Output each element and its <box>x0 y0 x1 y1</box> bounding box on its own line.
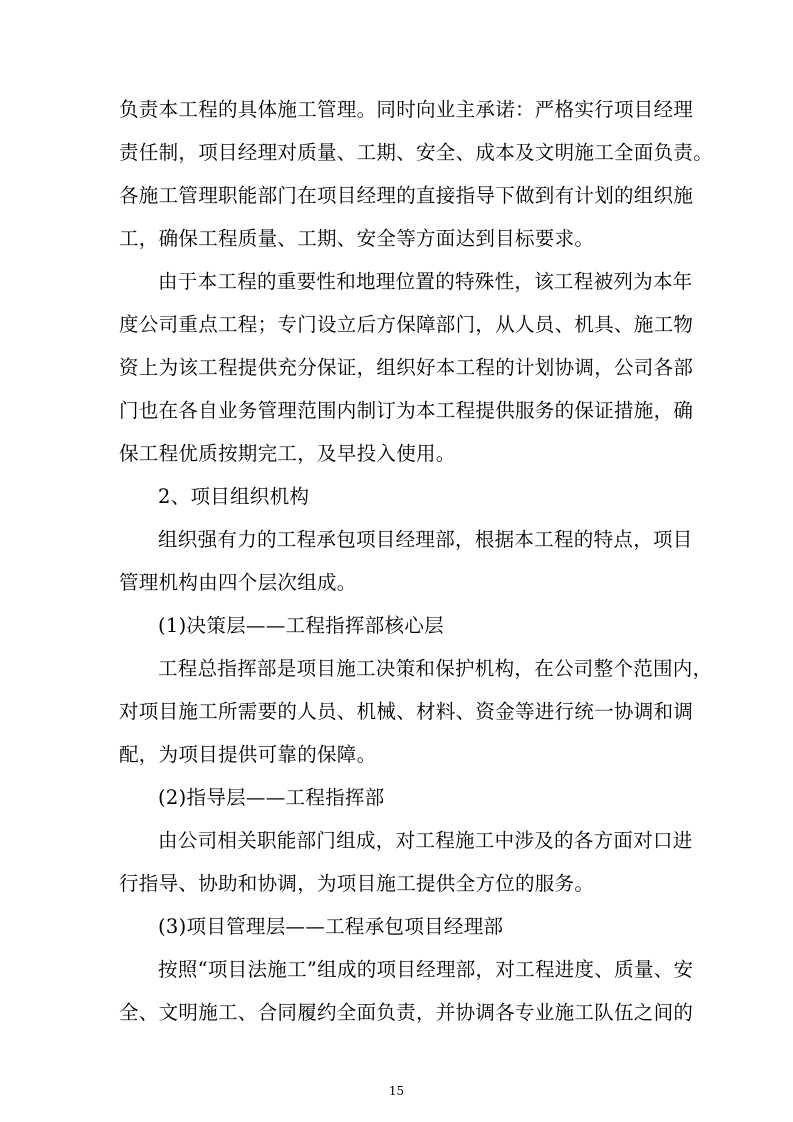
text-line: 资上为该工程提供充分保证，组织好本工程的计划协调，公司各部 <box>119 356 694 379</box>
text-line: 负责本工程的具体施工管理。同时向业主承诺：严格实行项目经理 <box>119 98 694 121</box>
subsection-heading: (1)决策层——工程指挥部核心层 <box>158 614 444 637</box>
text-line: 对项目施工所需要的人员、机械、材料、资金等进行统一协调和调 <box>119 700 694 723</box>
subsection-heading: (3)项目管理层——工程承包项目经理部 <box>158 915 504 938</box>
text-line: 各施工管理职能部门在项目经理的直接指导下做到有计划的组织施 <box>119 184 694 207</box>
text-line: 工程总指挥部是项目施工决策和保护机构，在公司整个范围内， <box>158 657 713 680</box>
text-line: 工，确保工程质量、工期、安全等方面达到目标要求。 <box>119 227 595 250</box>
text-line: 保工程优质按期完工，及早投入使用。 <box>119 442 456 465</box>
text-line: 度公司重点工程；专门设立后方保障部门，从人员、机具、施工物 <box>119 313 694 336</box>
text-line: 门也在各自业务管理范围内制订为本工程提供服务的保证措施，确 <box>119 399 694 422</box>
text-line: 组织强有力的工程承包项目经理部，根据本工程的特点，项目 <box>158 528 693 551</box>
text-line: 由公司相关职能部门组成，对工程施工中涉及的各方面对口进 <box>158 829 693 852</box>
text-line: 按照“项目法施工”组成的项目经理部，对工程进度、质量、安 <box>158 958 694 981</box>
text-line: 配，为项目提供可靠的保障。 <box>119 743 377 766</box>
text-line: 责任制，项目经理对质量、工期、安全、成本及文明施工全面负责。 <box>119 141 714 164</box>
subsection-heading: (2)指导层——工程指挥部 <box>158 786 385 809</box>
text-line: 管理机构由四个层次组成。 <box>119 571 357 594</box>
text-line: 由于本工程的重要性和地理位置的特殊性，该工程被列为本年 <box>158 270 693 293</box>
text-line: 行指导、协助和协调，为项目施工提供全方位的服务。 <box>119 872 595 895</box>
page-number: 15 <box>388 1084 405 1098</box>
section-heading: 2、项目组织机构 <box>158 485 310 508</box>
text-line: 全、文明施工、合同履约全面负责，并协调各专业施工队伍之间的 <box>119 1001 694 1024</box>
